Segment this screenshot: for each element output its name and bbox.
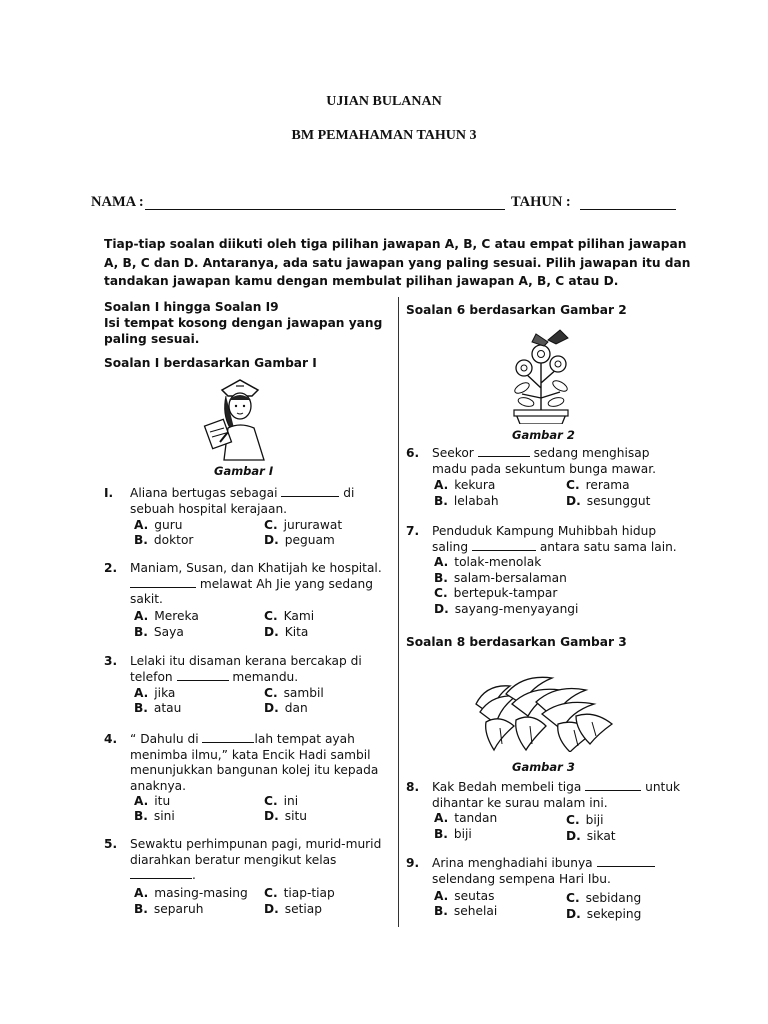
- option-d[interactable]: D. sekeping: [566, 907, 642, 921]
- option-a[interactable]: A. tandan: [434, 811, 498, 825]
- column-divider: [398, 297, 399, 927]
- question-text: Kak Bedah membeli tiga: [432, 780, 582, 794]
- question-number: 4.: [104, 732, 118, 746]
- option-d[interactable]: D. dan: [264, 701, 308, 715]
- option-a[interactable]: A. itu: [134, 794, 171, 808]
- question-text: Sewaktu perhimpunan pagi, murid-murid: [130, 837, 382, 851]
- option-c[interactable]: C. sebidang: [566, 891, 642, 905]
- question-number: 7.: [406, 524, 420, 538]
- section-title: Soalan I hingga Soalan I9: [104, 300, 279, 314]
- option-b[interactable]: B. separuh: [134, 902, 204, 916]
- caption-gambar-2: Gambar 2: [512, 428, 575, 442]
- picture-3-heading: Soalan 8 berdasarkan Gambar 3: [406, 635, 627, 649]
- option-b[interactable]: B. Saya: [134, 625, 184, 639]
- question-text: memandu.: [232, 669, 299, 684]
- answer-blank[interactable]: [177, 670, 229, 681]
- option-a[interactable]: A. seutas: [434, 889, 495, 903]
- option-c[interactable]: C. bertepuk-tampar: [434, 586, 558, 600]
- question-number: 8.: [406, 780, 420, 794]
- question-2: [104, 561, 394, 645]
- option-c[interactable]: C. jururawat: [264, 518, 343, 532]
- answer-blank[interactable]: [472, 540, 536, 551]
- question-text: telefon: [130, 669, 173, 684]
- answer-blank[interactable]: [202, 732, 254, 743]
- picture-1-heading: Soalan I berdasarkan Gambar I: [104, 356, 317, 370]
- answer-blank[interactable]: [130, 577, 196, 588]
- question-number: 2.: [104, 561, 118, 575]
- option-b[interactable]: B. sini: [134, 809, 175, 823]
- question-8: [406, 780, 696, 846]
- question-text: menimba ilmu,” kata Encik Hadi sambil: [130, 747, 371, 762]
- option-d[interactable]: D. sesunggut: [566, 494, 651, 508]
- option-d[interactable]: D. sikat: [566, 829, 616, 843]
- question-text: .: [192, 868, 196, 883]
- picture-2-heading: Soalan 6 berdasarkan Gambar 2: [406, 303, 627, 317]
- question-text: selendang sempena Hari Ibu.: [432, 871, 611, 886]
- question-text: Seekor: [432, 446, 474, 460]
- option-d[interactable]: D. setiap: [264, 902, 322, 916]
- option-d[interactable]: D. peguam: [264, 533, 335, 547]
- answer-blank[interactable]: [281, 486, 339, 497]
- question-number: 6.: [406, 446, 420, 460]
- question-number: 3.: [104, 654, 118, 668]
- flower-illustration: [496, 328, 586, 424]
- nama-label: NAMA :: [91, 194, 144, 210]
- option-c[interactable]: C. tiap-tiap: [264, 886, 335, 900]
- question-text: lah tempat ayah: [254, 732, 355, 746]
- option-b[interactable]: B. salam-bersalaman: [434, 571, 567, 585]
- nurse-illustration: [200, 376, 280, 462]
- option-a[interactable]: A. jika: [134, 686, 176, 700]
- question-7: [406, 524, 696, 620]
- question-1: [104, 486, 394, 556]
- exam-subtitle: BM PEMAHAMAN TAHUN 3: [291, 128, 477, 143]
- question-text: sedang menghisap: [533, 446, 650, 460]
- question-text: sakit.: [130, 592, 163, 607]
- question-text: Aliana bertugas sebagai: [130, 486, 278, 500]
- section-desc: Isi tempat kosong dengan jawapan yang paling sesuai.: [104, 316, 383, 346]
- question-5: [104, 837, 394, 921]
- question-3: [104, 654, 394, 724]
- option-c[interactable]: C. rerama: [566, 478, 630, 492]
- option-b[interactable]: B. sehelai: [434, 904, 498, 918]
- question-text: antara satu sama lain.: [539, 539, 677, 554]
- question-number: I.: [104, 486, 114, 500]
- option-d[interactable]: D. situ: [264, 809, 307, 823]
- instructions: Tiap-tiap soalan diikuti oleh tiga pilihan jawapan A, B, C atau empat pilihan jawapan A, B, C dan D. Antaranya, ada satu jawapan yang paling sesuai. Pilih jawapan itu dan tandakan jawapan kamu dengan membulat pilihan jawapan A, B, C atau D.: [104, 237, 691, 288]
- option-b[interactable]: B. biji: [434, 827, 472, 841]
- caption-gambar-1: Gambar I: [214, 464, 274, 478]
- question-text: “ Dahulu di: [130, 732, 199, 746]
- question-text: Lelaki itu disaman kerana bercakap di: [130, 654, 362, 668]
- question-text: diarahkan beratur mengikut kelas: [130, 852, 337, 867]
- question-text: untuk: [645, 780, 681, 794]
- question-text: Arina menghadiahi ibunya: [432, 856, 593, 870]
- answer-blank[interactable]: [130, 868, 192, 879]
- tahun-field-line[interactable]: [580, 209, 676, 210]
- question-6: [406, 446, 696, 514]
- option-b[interactable]: B. lelabah: [434, 494, 499, 508]
- option-c[interactable]: C. ini: [264, 794, 299, 808]
- question-number: 9.: [406, 856, 420, 870]
- question-text: melawat Ah Jie yang sedang: [199, 576, 374, 591]
- option-c[interactable]: C. biji: [566, 813, 604, 827]
- option-a[interactable]: A. tolak-menolak: [434, 555, 542, 569]
- option-d[interactable]: D. Kita: [264, 625, 309, 639]
- caption-gambar-3: Gambar 3: [512, 760, 575, 774]
- question-text: menunjukkan bangunan kolej itu kepada: [130, 763, 379, 778]
- banana-illustration: [466, 664, 616, 752]
- question-text: saling: [432, 539, 469, 554]
- answer-blank[interactable]: [597, 856, 655, 867]
- option-a[interactable]: A. kekura: [434, 478, 496, 492]
- question-text: sebuah hospital kerajaan.: [130, 501, 288, 516]
- question-text: dihantar ke surau malam ini.: [432, 795, 608, 810]
- question-text: di: [343, 486, 355, 500]
- option-a[interactable]: A. guru: [134, 518, 183, 532]
- question-9: [406, 856, 696, 924]
- question-text: madu pada sekuntum bunga mawar.: [432, 461, 656, 476]
- question-4: [104, 732, 394, 824]
- option-d[interactable]: D. sayang-menyayangi: [434, 602, 579, 616]
- exam-title: UJIAN BULANAN: [326, 94, 442, 109]
- nama-field-line[interactable]: [145, 209, 505, 210]
- option-c[interactable]: C. sambil: [264, 686, 324, 700]
- option-c[interactable]: C. Kami: [264, 609, 315, 623]
- question-number: 5.: [104, 837, 118, 851]
- option-a[interactable]: A. Mereka: [134, 609, 199, 623]
- answer-blank[interactable]: [478, 446, 530, 457]
- option-b[interactable]: B. atau: [134, 701, 182, 715]
- option-b[interactable]: B. doktor: [134, 533, 194, 547]
- question-text: Penduduk Kampung Muhibbah hidup: [432, 524, 657, 538]
- option-a[interactable]: A. masing-masing: [134, 886, 248, 900]
- answer-blank[interactable]: [585, 780, 641, 791]
- question-text: anaknya.: [130, 778, 186, 793]
- tahun-label: TAHUN :: [511, 194, 571, 210]
- question-text: Maniam, Susan, dan Khatijah ke hospital.: [130, 561, 382, 575]
